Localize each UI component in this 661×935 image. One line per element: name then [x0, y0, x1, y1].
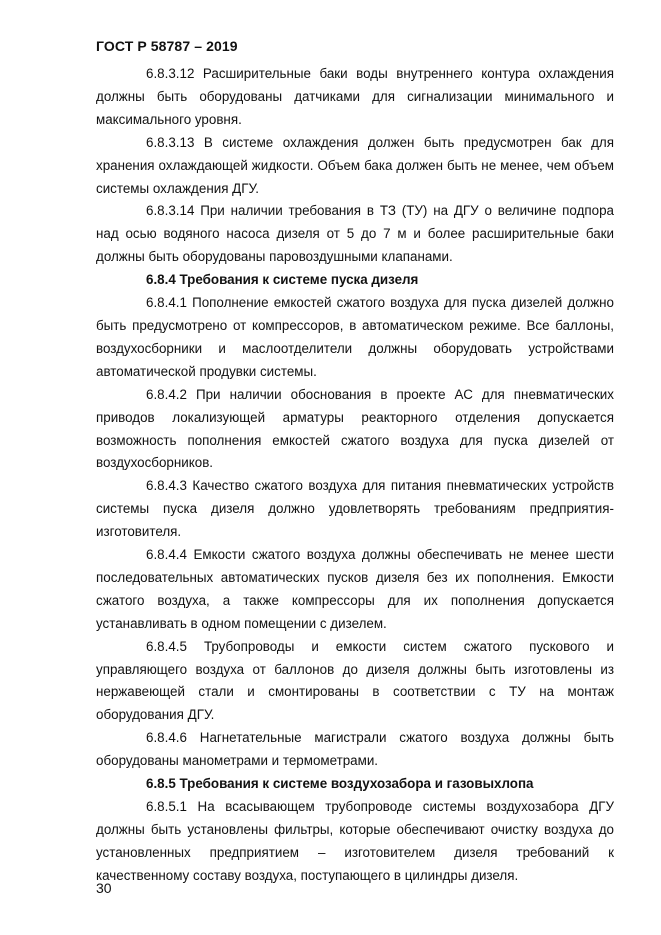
paragraph-6-8-4-5: 6.8.4.5 Трубопроводы и емкости систем сжатого пускового и управляющего воздуха от баллонов до дизеля должны быть изготовлены из нержавеющей стали и смонтированы в соответствии с ТУ на монтаж оборудования ДГУ. [96, 638, 614, 723]
paragraph-6-8-4-6: 6.8.4.6 Нагнетательные магистрали сжатого воздуха должны быть оборудованы манометрами и термометрами. [96, 730, 614, 769]
document-body [96, 63, 614, 888]
section-heading-6-8-5: 6.8.5 Требования к системе воздухозабора и газовыхлопа [146, 776, 534, 792]
document-header: ГОСТ Р 58787 – 2019 [96, 38, 238, 54]
paragraph-6-8-3-14: 6.8.3.14 При наличии требования в ТЗ (ТУ) на ДГУ о величине подпора над осью водяного насоса дизеля от 5 до 7 м и более расширительные баки должны быть оборудованы паровоздушными клапанами. [96, 203, 614, 265]
paragraph-6-8-3-12: 6.8.3.12 Расширительные баки воды внутреннего контура охлаждения должны быть оборудованы датчиками для сигнализации минимального и максимального уровня. [96, 66, 614, 127]
section-heading-6-8-4: 6.8.4 Требования к системе пуска дизеля [146, 272, 419, 288]
paragraph-6-8-3-13: 6.8.3.13 В системе охлаждения должен быть предусмотрен бак для хранения охлаждающей жидкости. Объем бака должен быть не менее, чем объем системы охлаждения ДГУ. [96, 134, 614, 196]
paragraph-6-8-5-1: 6.8.5.1 На всасывающем трубопроводе системы воздухозабора ДГУ должны быть установлены фильтры, которые обеспечивают очистку воздуха до установленных предприятием – изготовителем дизеля требований к качественному составу воздуха, поступающего в цилиндры дизеля. [96, 799, 614, 883]
paragraph-6-8-4-2: 6.8.4.2 При наличии обоснования в проекте АС для пневматических приводов локализующей арматуры реакторного отделения допускается возможность пополнения емкостей сжатого воздуха для пуска дизелей от воздухосборников. [96, 386, 614, 471]
paragraph-6-8-4-1: 6.8.4.1 Пополнение емкостей сжатого воздуха для пуска дизелей должно быть предусмотрено от компрессоров, в автоматическом режиме. Все баллоны, воздухосборники и маслоотделители должны оборудовать устройствами автоматической продувки системы. [96, 295, 614, 379]
paragraph-6-8-4-4: 6.8.4.4 Емкости сжатого воздуха должны обеспечивать не менее шести последовательных автоматических пусков дизеля без их пополнения. Емкости сжатого воздуха, а также компрессоры для их пополнения допускается устанавливать в одном помещении с дизелем. [96, 547, 614, 631]
paragraph-6-8-4-3: 6.8.4.3 Качество сжатого воздуха для питания пневматических устройств системы пуска дизеля должно удовлетворять требованиям предприятия-изготовителя. [96, 478, 614, 540]
page-number: 30 [96, 880, 112, 896]
